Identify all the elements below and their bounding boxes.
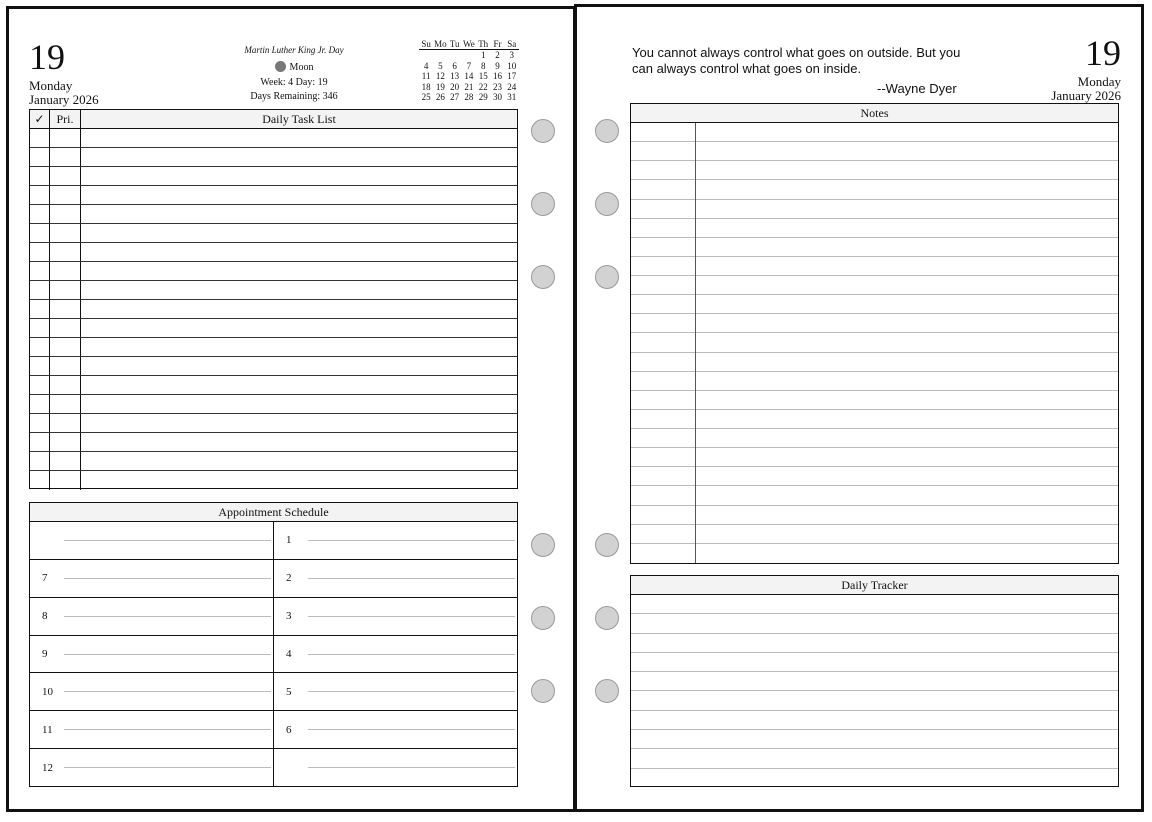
notes-line[interactable] <box>631 200 1118 219</box>
mini-calendar-day: 8 <box>480 60 486 71</box>
mini-calendar-weekday: Th <box>478 39 489 49</box>
notes-line[interactable] <box>631 410 1118 429</box>
notes-line[interactable] <box>631 525 1118 544</box>
quote-text: You cannot always control what goes on outside. But you can always control what goes on inside. <box>632 45 961 76</box>
mini-calendar-day: 6 <box>452 60 457 71</box>
task-row[interactable] <box>30 205 517 224</box>
task-check-cell[interactable] <box>30 262 50 280</box>
appointment-hour: 1 <box>286 534 292 547</box>
mini-calendar-day: 2 <box>495 50 500 61</box>
appointment-slot[interactable] <box>30 560 273 598</box>
task-row[interactable] <box>30 129 517 148</box>
task-priority-cell[interactable] <box>50 281 81 299</box>
task-text-cell[interactable] <box>81 471 517 490</box>
appointment-slot[interactable] <box>30 673 273 711</box>
mini-calendar-day <box>433 50 447 60</box>
mini-calendar-day: 30 <box>492 92 502 103</box>
mini-calendar-day: 7 <box>466 60 472 71</box>
mini-calendar-day: 18 <box>421 81 431 92</box>
notes-line[interactable] <box>631 429 1118 448</box>
task-check-cell[interactable] <box>30 243 50 261</box>
tracker-line[interactable] <box>631 711 1118 730</box>
appointment-hour: 2 <box>286 572 292 585</box>
weekday-label: Monday <box>29 78 73 93</box>
task-text-cell[interactable] <box>81 414 517 432</box>
daily-tracker-section <box>630 575 1119 787</box>
task-row[interactable] <box>30 262 517 281</box>
appointment-write-line <box>64 578 271 579</box>
task-priority-cell[interactable] <box>50 167 81 185</box>
task-row[interactable] <box>30 167 517 186</box>
notes-line[interactable] <box>631 544 1118 563</box>
appointment-write-line <box>64 654 271 655</box>
mini-calendar-day: 28 <box>464 92 474 103</box>
appointment-write-line <box>308 578 515 579</box>
task-row[interactable] <box>30 376 517 395</box>
mini-calendar-weekday: Sa <box>507 39 517 49</box>
appointment-hour: 10 <box>42 685 53 698</box>
tracker-line[interactable] <box>631 749 1118 768</box>
task-priority-cell[interactable] <box>50 319 81 337</box>
appointment-slot[interactable] <box>30 636 273 674</box>
mini-calendar-day: 14 <box>464 71 474 82</box>
weekday-label-right: Monday <box>1077 74 1121 89</box>
task-priority-cell[interactable] <box>50 433 81 451</box>
appointment-write-line <box>308 691 515 692</box>
mini-calendar-day: 11 <box>421 71 431 82</box>
mini-calendar-day <box>448 50 462 60</box>
task-text-cell[interactable] <box>81 395 517 413</box>
appointment-hour: 5 <box>286 685 292 698</box>
task-check-cell[interactable] <box>30 300 50 318</box>
task-text-cell[interactable] <box>81 148 517 166</box>
task-check-cell[interactable] <box>30 281 50 299</box>
mini-calendar-day: 21 <box>464 81 474 92</box>
day-number-right: 19 <box>1085 33 1121 73</box>
mini-calendar-day: 10 <box>507 60 517 71</box>
mini-calendar-day: 5 <box>438 60 443 71</box>
binder-hole-icon <box>531 192 555 216</box>
daily-tracker-title: Daily Tracker <box>631 576 1118 595</box>
appointment-slot[interactable] <box>274 749 517 786</box>
task-priority-cell[interactable] <box>50 452 81 470</box>
task-priority-cell[interactable] <box>50 338 81 356</box>
mini-calendar-weekday: We <box>463 39 475 49</box>
task-priority-cell[interactable] <box>50 471 81 490</box>
appointment-hour: 9 <box>42 648 48 660</box>
notes-line[interactable] <box>631 180 1118 199</box>
notes-line[interactable] <box>631 238 1118 257</box>
appointment-column-morning <box>30 522 274 786</box>
mini-calendar-day <box>462 50 476 60</box>
appointment-hour: 11 <box>42 723 53 736</box>
task-row[interactable] <box>30 300 517 319</box>
task-rows <box>30 129 517 490</box>
notes-title: Notes <box>631 104 1118 123</box>
priority-column-header: Pri. <box>50 110 81 128</box>
binder-hole-icon <box>531 119 555 143</box>
task-row[interactable] <box>30 395 517 414</box>
quote-author: --Wayne Dyer <box>877 81 957 96</box>
mini-calendar-week <box>419 71 519 81</box>
notes-line[interactable] <box>631 276 1118 295</box>
notes-line[interactable] <box>631 257 1118 276</box>
task-check-cell[interactable] <box>30 433 50 451</box>
left-planner-page <box>6 6 576 812</box>
notes-line[interactable] <box>631 295 1118 314</box>
task-text-cell[interactable] <box>81 338 517 356</box>
appointment-slot[interactable] <box>30 711 273 749</box>
task-priority-cell[interactable] <box>50 376 81 394</box>
task-check-cell[interactable] <box>30 376 50 394</box>
mini-calendar-day: 15 <box>478 71 488 82</box>
binder-hole-icon <box>595 265 619 289</box>
appointment-hour: 6 <box>286 723 292 736</box>
binder-hole-icon <box>595 119 619 143</box>
task-row[interactable] <box>30 433 517 452</box>
appointment-write-line <box>308 540 515 541</box>
task-text-cell[interactable] <box>81 262 517 280</box>
task-check-cell[interactable] <box>30 319 50 337</box>
mini-calendar-weekday: Mo <box>434 39 447 49</box>
binder-hole-icon <box>595 679 619 703</box>
appointment-write-line <box>308 616 515 617</box>
notes-line[interactable] <box>631 506 1118 525</box>
mini-calendar-day: 3 <box>509 50 514 61</box>
task-text-cell[interactable] <box>81 319 517 337</box>
appointment-slot[interactable] <box>30 598 273 636</box>
task-check-cell[interactable] <box>30 357 50 375</box>
appointment-write-line <box>308 654 515 655</box>
appointment-hour: 8 <box>42 610 48 623</box>
mini-calendar-week <box>419 92 519 102</box>
task-row[interactable] <box>30 414 517 433</box>
mini-calendar-day: 16 <box>492 71 502 82</box>
notes-line[interactable] <box>631 486 1118 505</box>
task-check-cell[interactable] <box>30 471 50 490</box>
tracker-line[interactable] <box>631 769 1118 788</box>
mini-calendar-weekday: Fr <box>493 39 502 49</box>
day-info-block <box>219 43 369 104</box>
mini-calendar-day: 4 <box>423 60 429 71</box>
appointment-hour: 4 <box>286 648 292 660</box>
appointment-slot[interactable] <box>274 711 517 749</box>
task-priority-cell[interactable] <box>50 148 81 166</box>
notes-line[interactable] <box>631 372 1118 391</box>
mini-calendar-day: 13 <box>450 71 460 82</box>
day-number: 19 <box>29 37 65 77</box>
appointment-schedule-title: Appointment Schedule <box>30 503 517 522</box>
task-row[interactable] <box>30 224 517 243</box>
notes-line[interactable] <box>631 142 1118 161</box>
moon-phase <box>219 61 369 75</box>
notes-line[interactable] <box>631 219 1118 238</box>
task-check-cell[interactable] <box>30 338 50 356</box>
task-check-cell[interactable] <box>30 129 50 147</box>
appointment-write-line <box>64 691 271 692</box>
notes-line[interactable] <box>631 314 1118 333</box>
appointment-column-afternoon <box>274 522 517 786</box>
appointment-write-line <box>308 729 515 730</box>
task-priority-cell[interactable] <box>50 186 81 204</box>
tracker-line[interactable] <box>631 691 1118 710</box>
appointment-write-line <box>64 540 271 541</box>
appointment-slot[interactable] <box>274 522 517 560</box>
daily-task-list <box>29 109 518 489</box>
task-check-cell[interactable] <box>30 395 50 413</box>
task-row[interactable] <box>30 186 517 205</box>
mini-calendar-day: 22 <box>478 81 488 92</box>
task-text-cell[interactable] <box>81 433 517 451</box>
mini-calendar-week <box>419 82 519 92</box>
task-check-cell[interactable] <box>30 148 50 166</box>
mini-calendar-day: 31 <box>507 92 517 103</box>
binder-hole-icon <box>595 192 619 216</box>
binder-hole-icon <box>595 606 619 630</box>
appointment-hour: 7 <box>42 572 48 585</box>
right-planner-page <box>574 4 1144 812</box>
moon-label: Moon <box>289 62 314 73</box>
tracker-line[interactable] <box>631 634 1118 653</box>
appointment-slot[interactable] <box>30 522 273 560</box>
mini-calendar <box>419 39 519 102</box>
notes-line[interactable] <box>631 333 1118 352</box>
days-remaining: Days Remaining: 346 <box>250 91 338 102</box>
task-text-cell[interactable] <box>81 281 517 299</box>
task-priority-cell[interactable] <box>50 262 81 280</box>
mini-calendar-day: 25 <box>421 92 431 103</box>
task-priority-cell[interactable] <box>50 395 81 413</box>
tracker-line[interactable] <box>631 595 1118 614</box>
mini-calendar-day: 1 <box>480 50 486 61</box>
mini-calendar-week <box>419 50 519 60</box>
holiday-label: Martin Luther King Jr. Day <box>244 45 344 55</box>
appointment-write-line <box>308 767 515 768</box>
task-check-cell[interactable] <box>30 414 50 432</box>
notes-line[interactable] <box>631 123 1118 142</box>
mini-calendar-weekday: Tu <box>449 39 460 49</box>
mini-calendar-day: 27 <box>450 92 460 103</box>
task-text-cell[interactable] <box>81 205 517 223</box>
task-list-header <box>30 110 517 129</box>
task-list-title: Daily Task List <box>262 111 336 126</box>
task-priority-cell[interactable] <box>50 357 81 375</box>
appointment-hour: 12 <box>42 761 53 774</box>
task-text-cell[interactable] <box>81 300 517 318</box>
task-check-cell[interactable] <box>30 205 50 223</box>
notes-margin-line <box>695 123 696 563</box>
mini-calendar-day: 9 <box>495 60 500 71</box>
task-check-cell[interactable] <box>30 186 50 204</box>
task-check-cell[interactable] <box>30 452 50 470</box>
tracker-line[interactable] <box>631 614 1118 633</box>
binder-hole-icon <box>531 679 555 703</box>
notes-line[interactable] <box>631 353 1118 372</box>
mini-calendar-day: 20 <box>450 81 460 92</box>
task-row[interactable] <box>30 471 517 490</box>
appointment-slot[interactable] <box>274 673 517 711</box>
task-check-cell[interactable] <box>30 167 50 185</box>
appointment-slot[interactable] <box>30 749 273 786</box>
mini-calendar-weekday: Su <box>421 39 431 49</box>
task-text-cell[interactable] <box>81 243 517 261</box>
moon-icon <box>275 61 286 72</box>
tracker-line[interactable] <box>631 730 1118 749</box>
tracker-lines <box>631 595 1118 788</box>
tracker-line[interactable] <box>631 672 1118 691</box>
mini-calendar-header <box>419 39 519 50</box>
task-row[interactable] <box>30 338 517 357</box>
appointment-slot[interactable] <box>274 598 517 636</box>
task-priority-cell[interactable] <box>50 224 81 242</box>
mini-calendar-day: 19 <box>435 81 445 92</box>
task-text-cell[interactable] <box>81 167 517 185</box>
mini-calendar-day: 29 <box>478 92 488 103</box>
task-text-cell[interactable] <box>81 129 517 147</box>
binder-hole-icon <box>531 606 555 630</box>
notes-lines <box>631 123 1118 563</box>
task-row[interactable] <box>30 281 517 300</box>
mini-calendar-day: 17 <box>507 71 517 82</box>
task-text-cell[interactable] <box>81 357 517 375</box>
binder-hole-icon <box>531 265 555 289</box>
appointment-slot[interactable] <box>274 560 517 598</box>
task-row[interactable] <box>30 319 517 338</box>
appointment-schedule <box>29 502 518 787</box>
appointment-write-line <box>64 767 271 768</box>
check-column-header: ✓ <box>30 110 50 128</box>
task-priority-cell[interactable] <box>50 129 81 147</box>
task-check-cell[interactable] <box>30 224 50 242</box>
task-text-cell[interactable] <box>81 224 517 242</box>
mini-calendar-week <box>419 61 519 71</box>
task-priority-cell[interactable] <box>50 243 81 261</box>
appointment-hour: 3 <box>286 610 292 623</box>
task-priority-cell[interactable] <box>50 414 81 432</box>
notes-line[interactable] <box>631 467 1118 486</box>
task-row[interactable] <box>30 452 517 471</box>
task-priority-cell[interactable] <box>50 300 81 318</box>
binder-hole-icon <box>531 533 555 557</box>
mini-calendar-day: 26 <box>435 92 445 103</box>
task-text-cell[interactable] <box>81 376 517 394</box>
task-text-cell[interactable] <box>81 452 517 470</box>
mini-calendar-day <box>419 50 433 60</box>
month-year-label-right: January 2026 <box>1051 88 1121 103</box>
notes-line[interactable] <box>631 448 1118 467</box>
month-year-label: January 2026 <box>29 92 99 107</box>
appointment-write-line <box>64 616 271 617</box>
task-row[interactable] <box>30 243 517 262</box>
week-day-count: Week: 4 Day: 19 <box>260 77 328 88</box>
appointment-grid <box>30 522 517 786</box>
task-row[interactable] <box>30 357 517 376</box>
appointment-slot[interactable] <box>274 636 517 674</box>
appointment-write-line <box>64 729 271 730</box>
mini-calendar-day: 24 <box>507 81 517 92</box>
task-text-cell[interactable] <box>81 186 517 204</box>
task-row[interactable] <box>30 148 517 167</box>
notes-line[interactable] <box>631 391 1118 410</box>
mini-calendar-day: 12 <box>435 71 445 82</box>
task-priority-cell[interactable] <box>50 205 81 223</box>
tracker-line[interactable] <box>631 653 1118 672</box>
binder-hole-icon <box>595 533 619 557</box>
notes-line[interactable] <box>631 161 1118 180</box>
mini-calendar-day: 23 <box>492 81 502 92</box>
notes-section <box>630 103 1119 564</box>
